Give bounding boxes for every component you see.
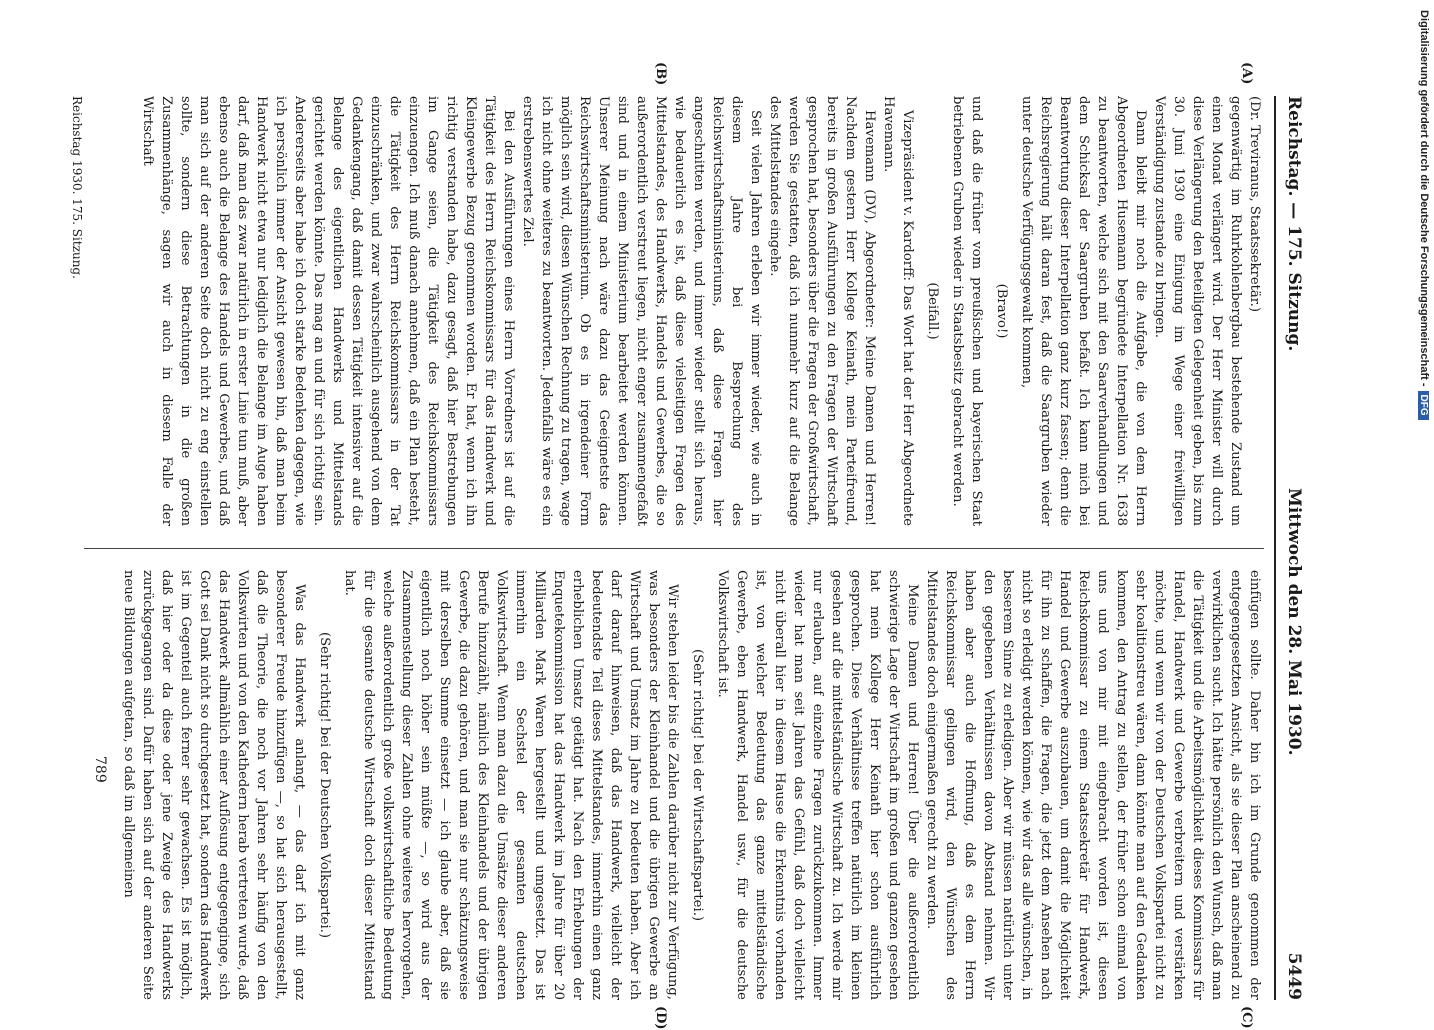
paragraph: Bei den Ausführungen eines Herrn Vorredners ist auf die Tätigkeit des Herrn Reichskommissars für das Handwerk und Kleingewerbe Bezug genommen worden. Er hat, wenn ich ihn richtig verstanden habe, dazu gesagt, daß hier Bestrebungen im Gange seien, die Tätigkeit des Reichskommissars einzuengen. Ich muß danach annehmen, daß ein Plan besteht, die Tätigkeit des Herrn Reichskommissars in der Tat einzuschränken, und zwar wahrscheinlich ausgehend von dem Gedankengang, daß damit dessen Tätigkeit intensiver auf die Belange des eigentlichen Handwerks und Mittelstands gerichtet werden könnte. Das mag an und für sich richtig sein. Andererseits aber habe ich doch starke Bedenken dagegen, wie ich persönlich immer der Ansicht gewesen bin, daß man beim Handwerk nicht etwa nur lediglich die Belange im Auge haben darf, daß man das zwar natürlich in erster Linie tun muß, aber ebenso auch die Belange des Handels und Gewerbes, und daß man sich auf der anderen Seite doch nicht zu eng einstellen sollte, sondern diese Betrachtungen in die großen Zusammenhänge, sagen wir auch in diesem Falle der Wirtschaft	[140, 96, 516, 526]
header-rule	[1274, 96, 1276, 1000]
paragraph: Vizepräsident v. Kardorff: Das Wort hat der Herr Abgeordnete Havemann.	[881, 96, 915, 526]
section-marker-b: (B)	[653, 62, 668, 86]
paragraph: einfügen sollte. Daher bin ich im Grunde genommen der entgegengesetzten Ansicht, als sie dieser Plan anscheinend zu verwirklichen sucht. Ich hätte persönlich den Wunsch, daß man die Tätigkeit und die Arbeitsmöglichkeit dieses Kommissars für Handel, Handwerk und Gewerbe verbreitern und verstärken möchte, und wenn wir von der Deutschen Volkspartei nicht zu sehr koalitionstreu wären, dann könnte man auf den Gedanken kommen, den Antrag zu stellen, der früher schon einmal von uns und von mir mit eingebracht worden ist, diesen Reichskommissar zu einem Staatssekretär für Handwerk, Handel und Gewerbe auszubauen, um damit die Möglichkeit für ihn zu schaffen, die Fragen, die jetzt dem Ansehen nach nicht so erledigt werden können, wie wir das alle wünschen, in besserem Sinne zu erledigen. Aber wir müssen natürlich unter den gegebenen Verhältnissen davon Abstand nehmen. Wir haben aber auch die Hoffnung, daß es dem Herrn Reichskommissar gelingen wird, den Wünschen des Mittelstandes doch einigermaßen gerecht zu werden.	[924, 570, 1262, 1000]
header-left: Reichstag. — 175. Sitzung.	[1284, 96, 1304, 352]
paragraph: und daß die früher vom preußischen und bayerischen Staat betriebenen Gruben wieder in Staatsbesitz gebracht werden.	[950, 96, 984, 526]
column-left	[84, 96, 1264, 526]
speaker-note: (Dr. Treviranus, Staatssekretär.)	[1247, 96, 1262, 312]
section-marker-a: (A)	[1239, 62, 1254, 85]
interjection: (Beifall.)	[925, 282, 940, 340]
paragraph: Meine Damen und Herren! Über die außerordentlich schwierige Lage der Wirtschaft im großen und ganzen gesehen hat mein Kollege Herr Keinath hier schon ausführlich gesprochen. Diese Verhältnisse treffen natürlich im kleinen gesehen auf die mittelständische Wirtschaft zu. Ich werde mir nur erlauben, auf einzelne Fragen zurückzukommen. Immer wieder hat man seit Jahren das Gefühl, daß doch vielleicht nicht überall hier in diesem Hause die Erkenntnis vorhanden ist, von welcher Bedeutung das ganze mittelständische Gewerbe, eben Handwerk, Handel usw., für die deutsche Volkswirtschaft ist.	[715, 570, 920, 1000]
paragraph: Seit vielen Jahren erleben wir immer wieder, wie auch in diesem Jahre bei Besprechung des Reichswirtschaftsministeriums, daß diese Fragen hier angeschnitten werden, und immer wieder stellt sich heraus, wie bedauerlich es ist, daß diese vielseitigen Fragen des Mittelstandes, des Handwerks, Handels und Gewerbes, die so außerordentlich verstreut liegen, nicht enger zusammengefaßt sind und in einem Ministerium bearbeitet werden können. Unserer Meinung nach wäre dazu das Geeignetste das Reichswirtschaftsministerium. Ob es in irgendeiner Form möglich sein wird, diesen Wünschen Rechnung zu tragen, wage ich nicht ohne weiteres zu beantworten. Jedenfalls wäre es ein erstrebenswertes Ziel.	[520, 96, 763, 526]
header-date: Mittwoch den 28. Mai 1930.	[1284, 488, 1304, 756]
paragraph: gegenwärtig im Ruhrkohlenbergbau bestehende Zustand um einen Monat verlängert wird. Der Herr Minister will durch diese Verlängerung den Beteiligten Gelegenheit geben, bis zum 30. Juni 1930 eine Einigung im Wege einer freiwilligen Verständigung zustande zu bringen.	[1152, 96, 1243, 526]
page-number: 5449	[1284, 952, 1304, 1000]
digitization-note	[1408, 10, 1430, 990]
paragraph: Wir stehen leider bis die Zahlen darüber nicht zur Verfügung, was besonders der Kleinhandel und die übrigen Gewerbe an Wirtschaft und Umsatz im Jahre zu bedeuten haben. Aber ich darf darauf hinweisen, daß das Handwerk, vielleicht der bedeutendste Teil dieses Mittelstandes, immerhin einen ganz erheblichen Umsatz getätigt hat. Nach den Erhebungen der Enquetekommission hat das Handwerk im Jahre für über 20 Milliarden Mark Waren hergestellt und umgesetzt. Das ist immerhin ein Sechstel der gesamten deutschen Volkswirtschaft. Wenn man dazu die Umsätze dieser anderen Berufe hinzuzählt, nämlich des Kleinhandels und der übrigen Gewerbe, die dazu gehören, und man sie nur schätzungsweise mit derselben Summe einsetzt — ich glaube aber, daß sie eigentlich noch höher sein müßte —, so wird aus der Zusammenstellung dieser Zahlen ohne weiteres hervorgehen, welche außerordentlich große volkswirtschaftliche Bedeutung für die gesamte deutsche Wirtschaft doch dieser Mittelstand hat.	[342, 570, 680, 1000]
interjection: (Sehr richtig! bei der Wirtschaftspartei.)	[690, 648, 705, 922]
section-marker-d: (D)	[653, 1006, 668, 1030]
footer-page-code: 789	[92, 756, 108, 783]
paragraph: Dann bleibt mir noch die Aufgabe, die von dem Herrn Abgeordneten Husemann begründete Interpellation Nr. 1638 zu beantworten, welche sich mit den Saarverhandlungen und dem Schicksal der Saargruben befaßt. Ich kann mich bei Beantwortung dieser Interpellation ganz kurz fassen; denn die Reichsregierung hält daran fest, daß die Saargruben wieder unter deutsche Verfügungsgewalt kommen,	[1019, 96, 1148, 526]
paragraph: Havemann (DV), Abgeordneter: Meine Damen und Herren! Nachdem gestern Herr Kollege Keinath, mein Parteifreund, bereits in großen Ausführungen zu den Fragen der Wirtschaft gesprochen hat, besonders über die Fragen der Großwirtschaft, werden Sie gestatten, daß ich nunmehr kurz auf die Belange des Mittelstandes eingehe.	[767, 96, 877, 526]
column-right	[84, 570, 1264, 1000]
rotated-page	[70, 62, 1308, 1030]
column-divider	[84, 548, 1264, 549]
page-header	[1272, 96, 1308, 1000]
footer-left: Reichstag 1930. 175. Sitzung.	[70, 96, 84, 279]
section-marker-c: (C)	[1239, 1006, 1254, 1029]
interjection: (Bravo!)	[994, 283, 1009, 339]
interjection: (Sehr richtig! bei der Deutschen Volkspartei.)	[317, 631, 332, 939]
digitization-text	[1418, 10, 1430, 990]
paragraph: Was das Handwerk anlangt, — das darf ich mit ganz besonderer Freude hinzufügen —, so hat sich herausgestellt, daß die Theorie, die noch vor Jahren sehr häufig von den Volkswirten und von den Kathedern herab vertreten wurde, daß das Handwerk allmählich einer Auflösung entgegenginge, sich Gott sei Dank nicht so durchgesetzt hat, sondern das Handwerk ist im Gegenteil auch ferner sehr gewachsen. Es ist möglich, daß hier oder da diese oder jene Zweige des Handwerks zurückgegangen sind. Dafür haben sich auf der anderen Seite neue Bildungen aufgetan, so daß im allgemeinen	[121, 570, 307, 1000]
digitization-label: Digitalisierung gefördert durch die Deutsche Forschungsgemeinschaft -	[1418, 10, 1430, 387]
dfg-badge: DFG	[1418, 391, 1429, 420]
